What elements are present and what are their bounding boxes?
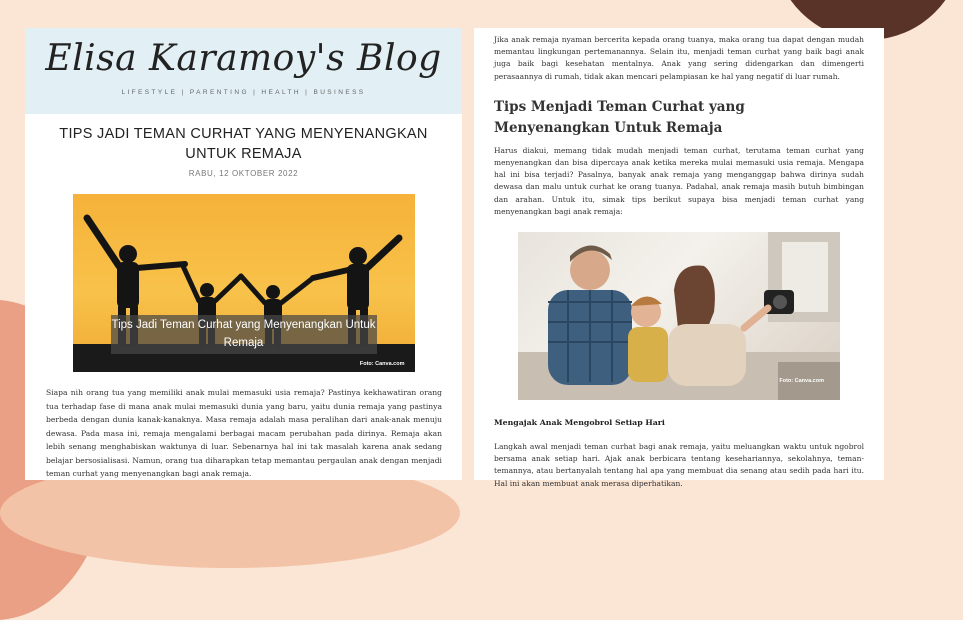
paragraph-1: Jika anak remaja nyaman bercerita kepada orang tuanya, maka orang tua dapat dengan mudah memantau lingkungan pertemanannya. Selain itu, menjadi teman curhat yang baik bagi anak juga baik bagi kesehatan mentalnya. Anak yang sering didengarkan dan dimengerti perasaannya di rumah, tidak akan mencari pelampiasan ke hal yang negatif di luar rumah. (494, 35, 864, 81)
family-photo (518, 232, 840, 400)
blog-header (25, 28, 462, 114)
blog-tagline: LIFESTYLE | PARENTING | HEALTH | BUSINESS (121, 89, 366, 96)
family-photo-illustration (518, 232, 840, 400)
section-heading: Tips Menjadi Teman Curhat yang Menyenangkan Untuk Remaja (494, 98, 745, 136)
post-intro-paragraph: Siapa nih orang tua yang memiliki anak mulai memasuki usia remaja? Pastinya kekhawatiran orang tua terhadap fase di mana anak mulai memasuki dunia yang baru, yaitu dunia remaja yang pastinya berbeda dengan dunia kanak-kanaknya. Masa remaja adalah masa peralihan dari anak-anak menuju dewasa. Pada masa ini, remaja mengalami berbagai macam perubahan pada dirinya. Remaja akan lebih senang menghabiskan waktunya di luar. Sebenarnya hal ini tak masalah karena anak sedang belajar bersosialisasi. Namun, orang tua diharapkan tetap memantau pergaulan anak dengan menjadi teman curhat yang menyenangkan bagi anak remaja. (46, 388, 442, 478)
hero-photo-credit: Foto: Canva.com (359, 361, 405, 367)
family-photo-credit: Foto: Canva.com (779, 378, 824, 385)
hero-image (73, 194, 415, 372)
blog-page-right (474, 28, 884, 488)
post-title[interactable]: TIPS JADI TEMAN CURHAT YANG MENYENANGKAN UNTUK REMAJA (59, 126, 428, 162)
tip-subheading: Mengajak Anak Mengobrol Setiap Hari (494, 418, 665, 428)
blog-page-left (25, 28, 462, 480)
paragraph-3: Langkah awal menjadi teman curhat bagi anak remaja, yaitu meluangkan waktu untuk ngobrol bersama anak setiap hari. Ajak anak berbicara tentang kesehariannya, sekolahnya, teman-temannya, atau bertanyalah tentang hal apa yang membuat dia senang atau sedih pada hari itu. Hal ini akan membuat anak merasa diperhatikan. (494, 442, 864, 488)
paragraph-2: Harus diakui, memang tidak mudah menjadi teman curhat, terutama teman curhat yang menyenangkan dan bisa dipercaya anak ketika mereka mulai memasuki usia remaja. Mengapa hal ini bisa terjadi? Pasalnya, banyak anak remaja yang menganggap bahwa dirinya sudah dewasa dan malu untuk curhat ke orang tuanya. Padahal, anak remaja masih butuh bimbingan dan arahan. Untuk itu, simak tips berikut supaya bisa menjadi teman curhat yang menyenangkan bagi anak remaja: (494, 145, 864, 216)
blog-title[interactable]: Elisa Karamoy's Blog (45, 38, 442, 79)
post-date: RABU, 12 OKTOBER 2022 (188, 169, 299, 178)
hero-caption: Tips Jadi Teman Curhat yang Menyenangkan Untuk Remaja (111, 315, 377, 354)
